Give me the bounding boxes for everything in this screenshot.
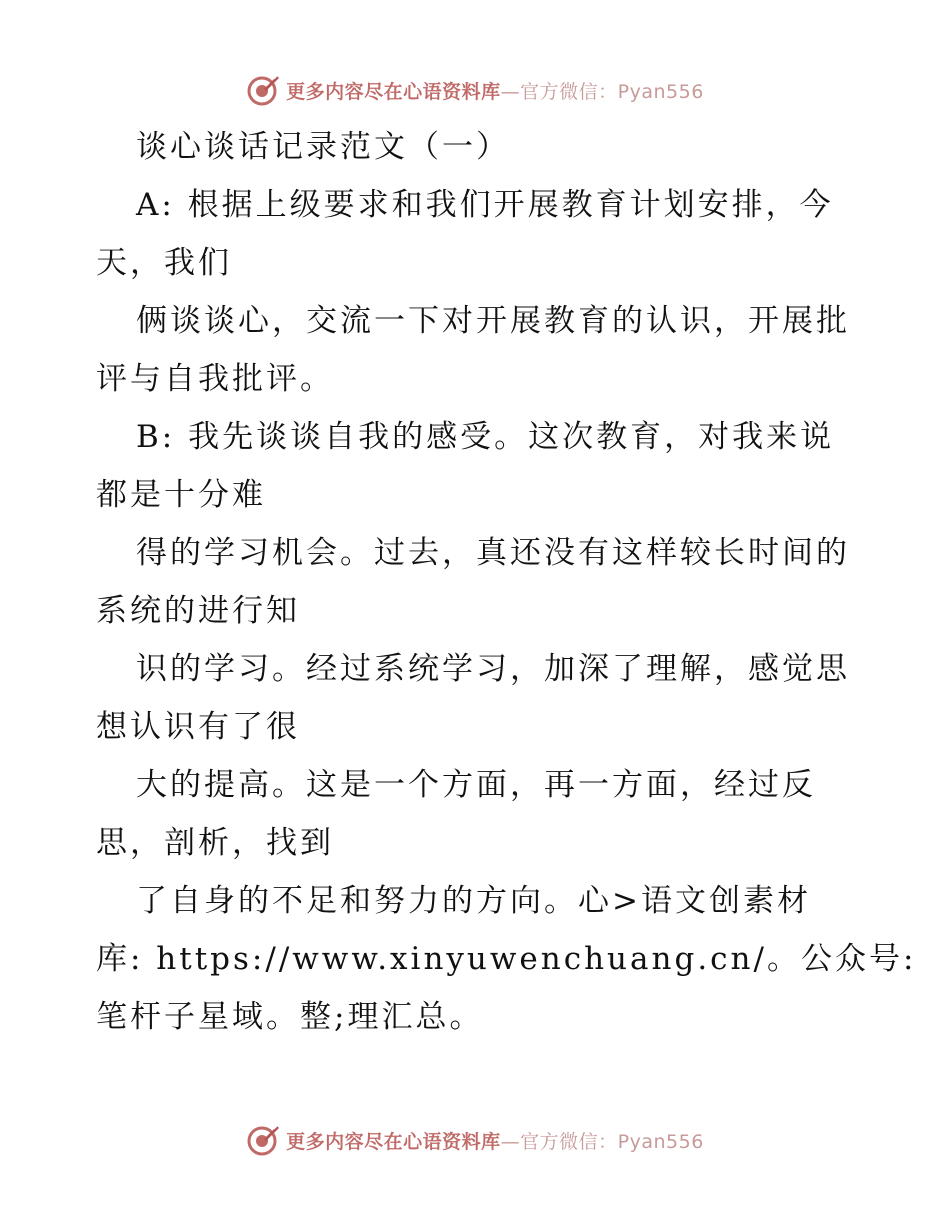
doc-line: 天，我们 (96, 245, 232, 281)
doc-line: 库: https://www.xinyuwenchuang.cn/。公众号: (96, 941, 917, 977)
doc-line: 想认识有了很 (96, 709, 300, 745)
pen-logo-icon (246, 1123, 280, 1157)
doc-title: 谈心谈话记录范文（一） (136, 129, 510, 165)
footer-watermark (0, 1120, 950, 1160)
doc-line: 俩谈谈心，交流一下对开展教育的认识，开展批 (136, 303, 850, 339)
doc-line: 了自身的不足和努力的方向。心>语文创素材 (136, 883, 811, 919)
doc-line: 识的学习。经过系统学习，加深了理解，感觉思 (136, 651, 850, 687)
pen-logo-icon (246, 73, 280, 107)
document-body (96, 118, 917, 1046)
doc-line: B: 我先谈谈自我的感受。这次教育，对我来说 (136, 419, 835, 455)
header-watermark (0, 70, 950, 110)
doc-line: 评与自我批评。 (96, 361, 334, 397)
doc-line: 系统的进行知 (96, 593, 300, 629)
watermark-sub-text: —官方微信：Pyan556 (500, 1130, 704, 1153)
doc-line: 都是十分难 (96, 477, 266, 513)
watermark-main-text: 更多内容尽在心语资料库 (286, 80, 501, 103)
watermark-sub-text: —官方微信：Pyan556 (500, 80, 704, 103)
doc-line: 笔杆子星域。整;理汇总。 (96, 999, 484, 1035)
doc-line: A: 根据上级要求和我们开展教育计划安排，今 (136, 187, 834, 223)
watermark-main-text: 更多内容尽在心语资料库 (286, 1130, 501, 1153)
doc-line: 大的提高。这是一个方面，再一方面，经过反 (136, 767, 816, 803)
doc-line: 思，剖析，找到 (96, 825, 334, 861)
doc-line: 得的学习机会。过去，真还没有这样较长时间的 (136, 535, 850, 571)
